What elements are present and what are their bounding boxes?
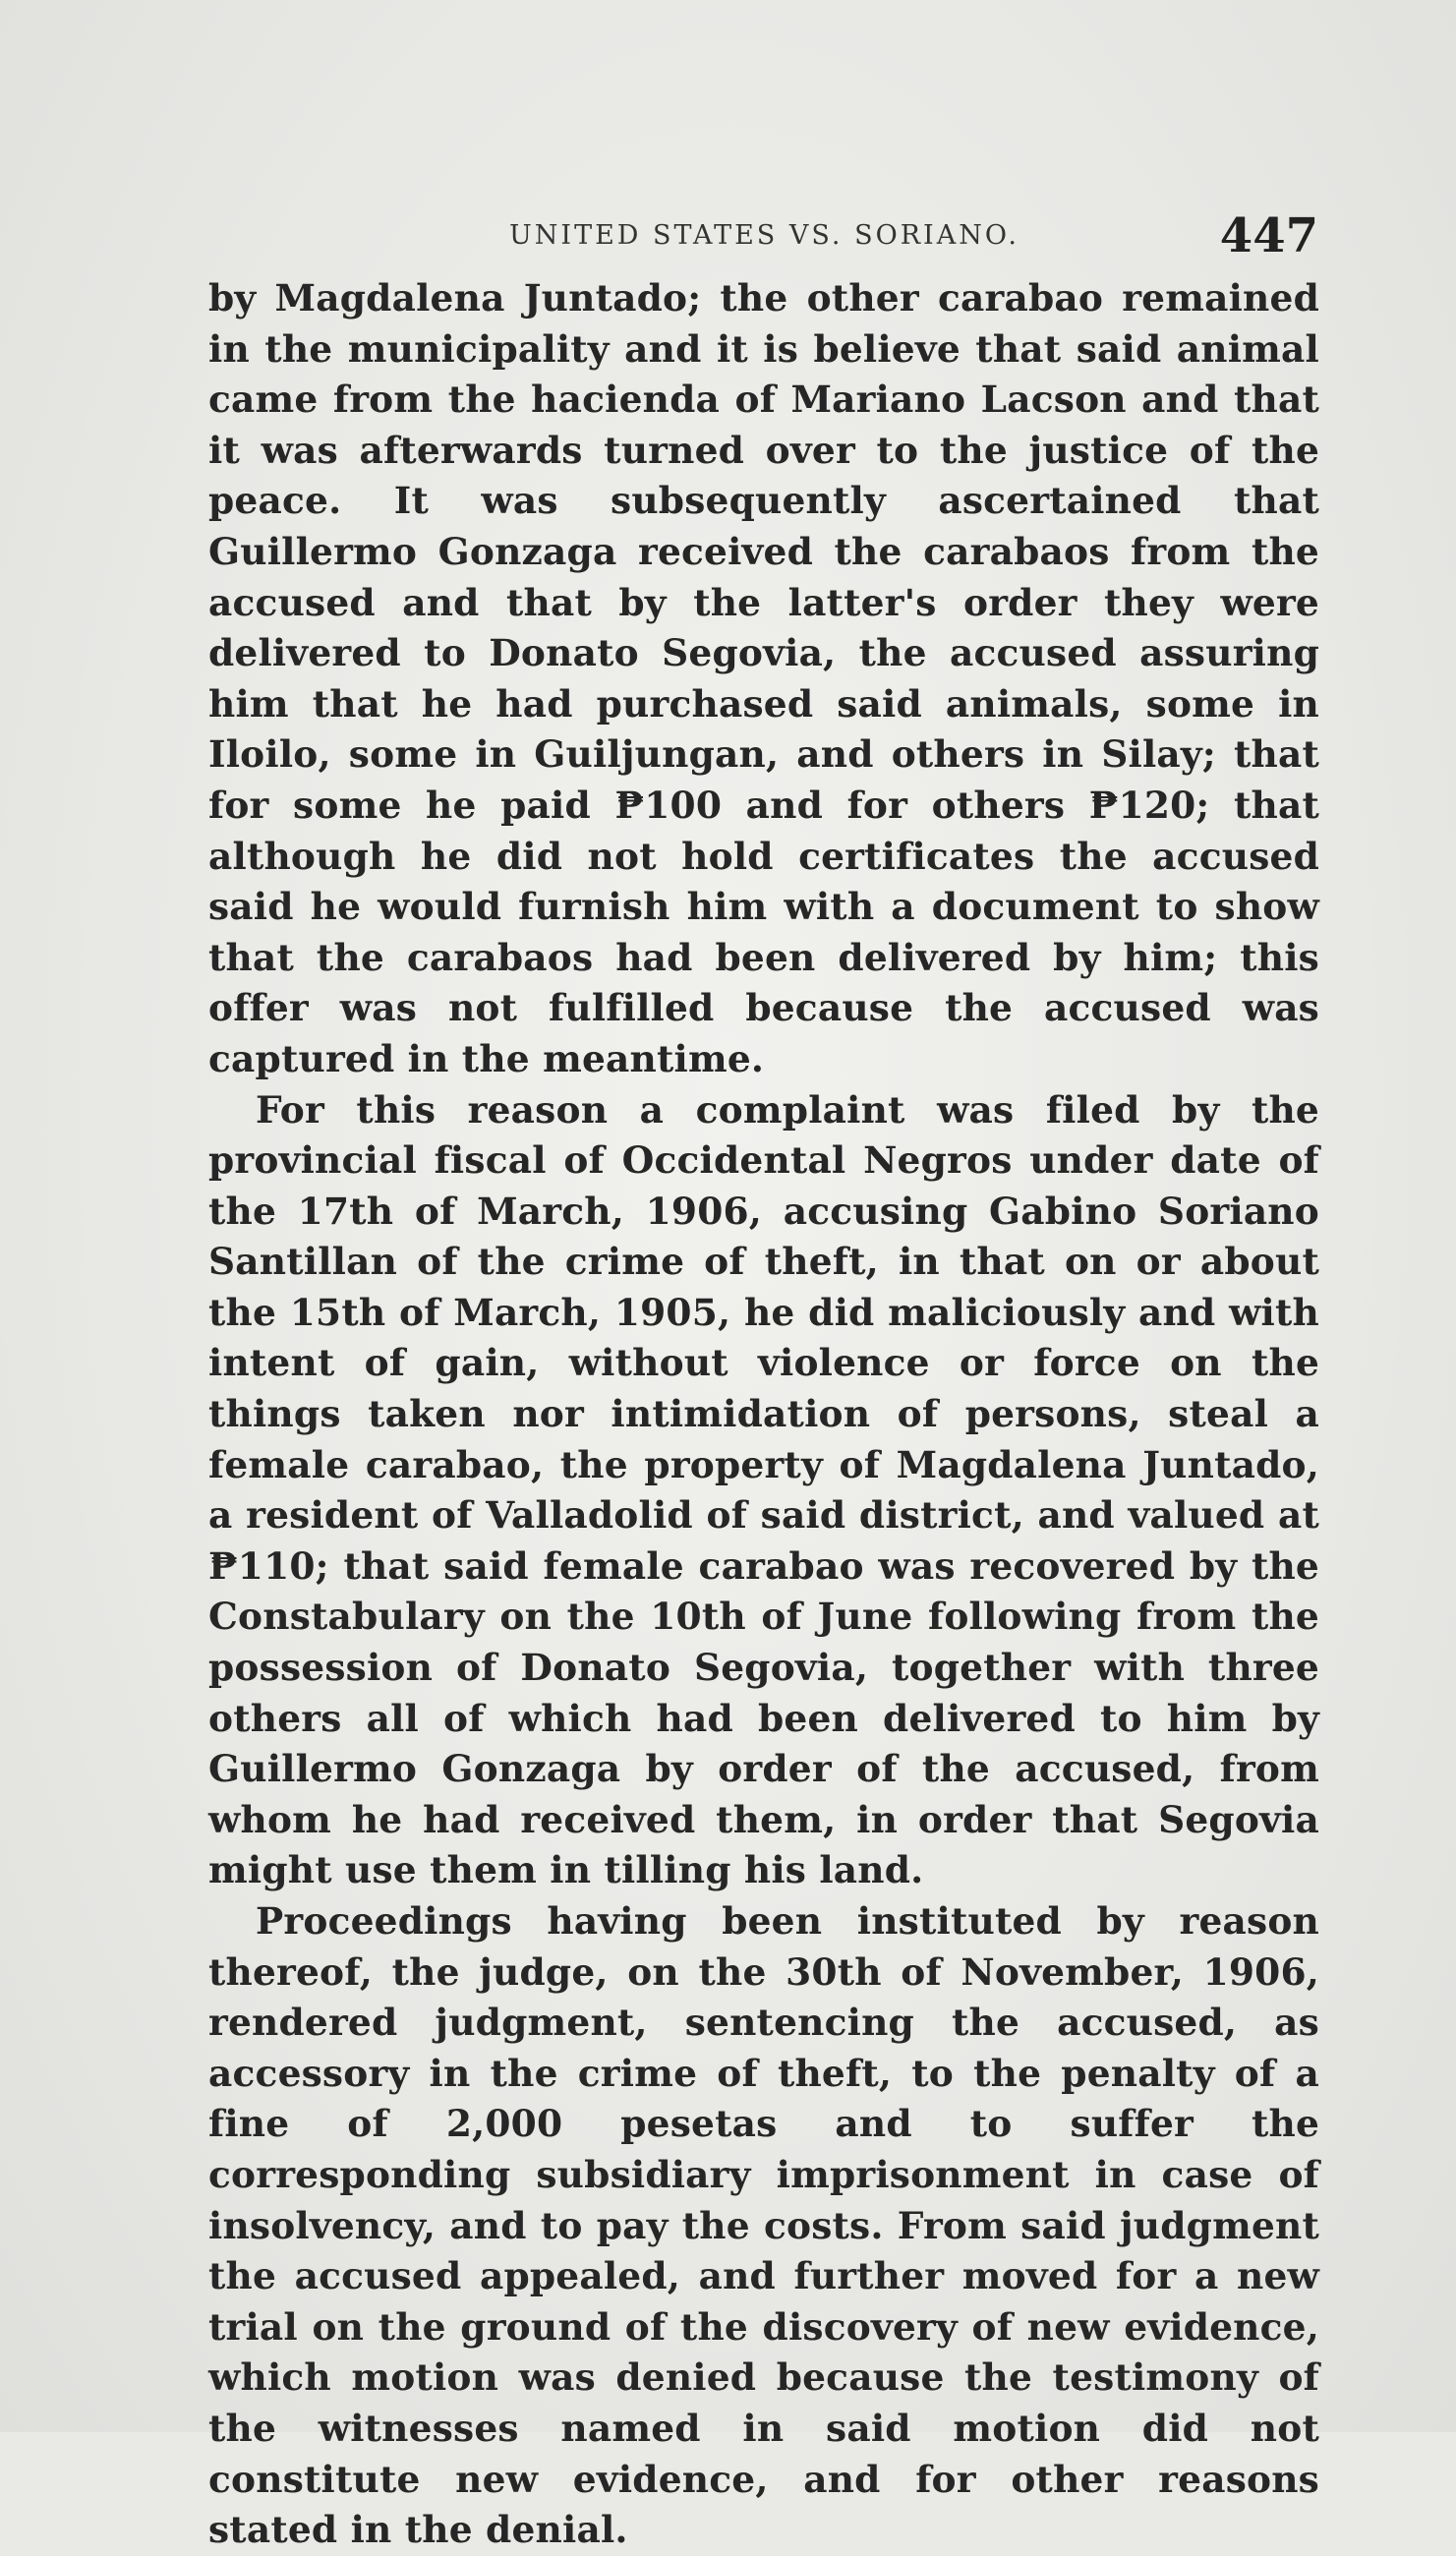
paragraph-2: For this reason a complaint was filed by the provincial fiscal of Occidental Negros under date of the 17th of March, 1906, accusing Gabino Soriano Santillan of the crime of theft, in that on or about the 15th of March, 1905, he did maliciously and with intent of gain, without violence or force on the things taken nor intimidation of persons, steal a female carabao, the property of Magdalena Juntado, a resident of Valladolid of said district, and valued at ₱110; that said female carabao was recovered by the Constabulary on the 10th of June following from the possession of Donato Segovia, together with three others all of which had been delivered to him by Guillermo Gonzaga by order of the accused, from whom he had received them, in order that Segovia might use them in tilling his land.	[208, 1087, 1319, 1892]
paragraph-1: by Magdalena Juntado; the other carabao remained in the municipality and it is believe that said animal came from the hacienda of Mariano Lacson and that it was afterwards turned over to the justice of the peace. It was subsequently ascertained that Guillermo Gonzaga received the carabaos from the accused and that by the latter's order they were delivered to Donato Segovia, the accused assuring him that he had purchased said animals, some in Iloilo, some in Guiljungan, and others in Silay; that for some he paid ₱100 and for others ₱120; that although he did not hold certificates the accused said he would furnish him with a document to show that the carabaos had been delivered by him; this offer was not fulfilled because the accused was captured in the meantime.	[208, 276, 1319, 1080]
page-number: 447	[1219, 208, 1318, 263]
body-text	[208, 273, 1319, 2556]
paragraph-3: Proceedings having been instituted by reason thereof, the judge, on the 30th of November, 1906, rendered judgment, sentencing the accused, as accessory in the crime of theft, to the penalty of a fine of 2,000 pesetas and to suffer the corresponding subsidiary imprisonment in case of insolvency, and to pay the costs. From said judgment the accused appealed, and further moved for a new trial on the ground of the discovery of new evidence, which motion was denied because the testimony of the witnesses named in said motion did not constitute new evidence, and for other reasons stated in the denial.	[208, 1899, 1319, 2552]
running-title: UNITED STATES VS. SORIANO.	[509, 220, 1019, 251]
running-head	[206, 208, 1322, 267]
